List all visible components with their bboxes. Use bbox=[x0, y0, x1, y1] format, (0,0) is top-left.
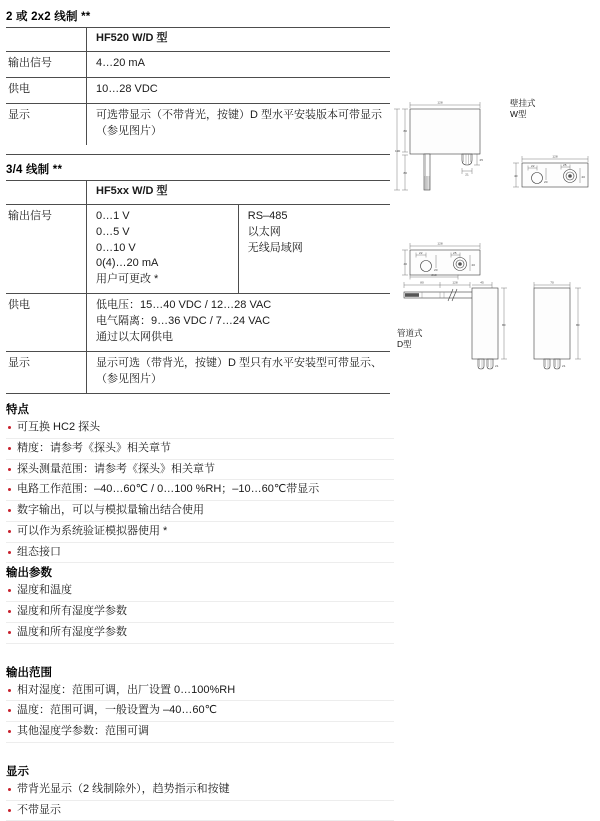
table-row bbox=[6, 77, 390, 103]
spec-column bbox=[6, 0, 390, 821]
list-item: 0…10 V bbox=[96, 241, 232, 257]
list-item: 湿度和温度 bbox=[6, 581, 394, 602]
row-value-power-2 bbox=[87, 294, 391, 352]
list-item: 可以作为系统验证模拟器使用 * bbox=[6, 522, 394, 543]
dim-duct-hole2-x: 25 bbox=[453, 251, 457, 255]
table-row bbox=[6, 28, 390, 52]
dim-hole-left-x: 22 bbox=[531, 164, 535, 168]
spacer bbox=[6, 644, 390, 657]
drawing-label-duct-mount bbox=[397, 328, 423, 351]
list-item: 不带显示 bbox=[6, 801, 394, 821]
row-value-power: 10…28 VDC bbox=[87, 77, 391, 103]
dim-gland-height: 25 bbox=[480, 158, 484, 162]
dim-insert-length: 128 bbox=[452, 281, 457, 285]
list-item: 0…5 V bbox=[96, 225, 232, 241]
duct-mount-label-line2: D型 bbox=[397, 339, 423, 350]
list-item: 低电压：15…40 VDC / 12…28 VAC bbox=[96, 298, 384, 314]
features-list bbox=[6, 418, 394, 563]
list-item: 精度：请参考《探头》相关章节 bbox=[6, 439, 394, 460]
section-title-three-four-wire: 3/4 线制 ** bbox=[6, 154, 390, 177]
dim-probe-height: 80 bbox=[404, 171, 408, 175]
duct-mount-label-line1: 管道式 bbox=[397, 328, 423, 339]
block-title-display: 显示 bbox=[6, 763, 390, 779]
dim-duct-front-height: 80 bbox=[576, 323, 580, 327]
dim-duct-hole-x: 22 bbox=[419, 251, 423, 255]
row-label-power-2: 供电 bbox=[6, 294, 87, 352]
list-item: 电气隔离：9…36 VDC / 7…24 VAC bbox=[96, 314, 384, 330]
table-row bbox=[6, 103, 390, 144]
dim-flange: 45 bbox=[480, 281, 484, 285]
model-header-two-wire: HF520 W/D 型 bbox=[87, 28, 391, 52]
output-range-list bbox=[6, 681, 394, 743]
list-item: 数字输出，可以与模拟量输出结合使用 bbox=[6, 501, 394, 522]
row-label-display-2: 显示 bbox=[6, 352, 87, 394]
row-label-display: 显示 bbox=[6, 103, 87, 144]
dim-wall-width: 128 bbox=[437, 101, 442, 105]
row-label-output-signal-2: 输出信号 bbox=[6, 204, 87, 294]
dim-duct-total: 210 bbox=[431, 273, 436, 277]
block-title-output-range: 输出范围 bbox=[6, 664, 390, 680]
wall-mount-label-line1: 壁挂式 bbox=[510, 98, 536, 109]
dim-duct-body-height: 80 bbox=[502, 323, 506, 327]
list-item: 0(4)…20 mA bbox=[96, 256, 232, 272]
row-label-output-signal: 输出信号 bbox=[6, 51, 87, 77]
list-item: 湿度和所有湿度学参数 bbox=[6, 602, 394, 623]
table-row bbox=[6, 352, 390, 394]
dim-bottom-depth: 40 bbox=[514, 174, 518, 178]
dim-gland-width: 21 bbox=[465, 173, 469, 177]
list-item: （参见图片） bbox=[96, 372, 384, 388]
list-item: 温度和所有湿度学参数 bbox=[6, 623, 394, 644]
output-signal-analog-list bbox=[87, 204, 239, 294]
dim-duct-front-gland: 21 bbox=[562, 364, 566, 368]
output-params-list bbox=[6, 581, 394, 643]
section-title-two-wire: 2 或 2x2 线制 ** bbox=[6, 8, 390, 24]
list-item: 其他湿度学参数：范围可调 bbox=[6, 722, 394, 743]
dim-probe-length: 80 bbox=[420, 281, 424, 285]
list-item: 用户可更改 * bbox=[96, 272, 232, 288]
dim-duct-top-width: 128 bbox=[437, 242, 442, 246]
dim-hole-right-x: 25 bbox=[563, 163, 567, 167]
row-value-output-signal: 4…20 mA bbox=[87, 51, 391, 77]
list-item: 探头测量范围：请参考《探头》相关章节 bbox=[6, 460, 394, 481]
list-item: 组态接口 bbox=[6, 543, 394, 564]
row-label-power: 供电 bbox=[6, 77, 87, 103]
display-text-line-1: 可选带显示（不带背光，按键）D 型水平安装版本可带显示 bbox=[96, 108, 384, 124]
dim-duct-top-depth: 40 bbox=[404, 262, 408, 266]
list-item: 相对湿度：范围可调，出厂设置 0…100%RH bbox=[6, 681, 394, 702]
technical-drawings bbox=[392, 96, 600, 396]
output-signal-digital-list bbox=[238, 204, 390, 294]
row-value-display-2 bbox=[87, 352, 391, 394]
list-item: 无线局域网 bbox=[248, 241, 384, 257]
list-item: 带背光显示（2 线制除外），趋势指示和按键 bbox=[6, 780, 394, 801]
drawing-label-wall-mount bbox=[510, 98, 536, 121]
row-value-display bbox=[87, 103, 391, 144]
block-title-features: 特点 bbox=[6, 401, 390, 417]
spacer bbox=[6, 743, 390, 756]
list-item: 温度：范围可调，一般设置为 –40…60℃ bbox=[6, 701, 394, 722]
dim-duct-gland: 21 bbox=[495, 364, 499, 368]
table-row bbox=[6, 51, 390, 77]
empty-cell bbox=[6, 28, 87, 52]
dim-duct-front-width: 70 bbox=[550, 281, 554, 285]
list-item: RS–485 bbox=[248, 209, 384, 225]
dim-total-height: 190 bbox=[395, 149, 400, 153]
list-item: 0…1 V bbox=[96, 209, 232, 225]
model-header-three-four-wire: HF5xx W/D 型 bbox=[87, 180, 391, 204]
list-item: 以太网 bbox=[248, 225, 384, 241]
table-row bbox=[6, 204, 390, 294]
dim-hole-left-y: 20 bbox=[544, 180, 548, 184]
list-item: 显示可选（带背光，按键）D 型只有水平安装型可带显示、 bbox=[96, 356, 384, 372]
spec-table-three-four-wire bbox=[6, 180, 390, 394]
list-item: 电路工作范围：–40…60℃ / 0…100 %RH；–10…60℃带显示 bbox=[6, 480, 394, 501]
dim-hole-right-y: 20 bbox=[582, 175, 586, 179]
dim-body-height: 80 bbox=[404, 129, 408, 133]
dim-duct-hole2-y: 20 bbox=[472, 263, 476, 267]
display-text-line-2: （参见图片） bbox=[96, 124, 384, 140]
drawing-wall-mount-svg bbox=[392, 96, 600, 396]
dim-bottom-width: 128 bbox=[552, 155, 557, 159]
spec-table-two-wire bbox=[6, 27, 390, 145]
list-item: 可互换 HC2 探头 bbox=[6, 418, 394, 439]
table-row bbox=[6, 180, 390, 204]
empty-cell bbox=[6, 180, 87, 204]
list-item: 通过以太网供电 bbox=[96, 330, 384, 346]
dim-duct-hole-y: 20 bbox=[434, 268, 438, 272]
display-list bbox=[6, 780, 394, 821]
table-row bbox=[6, 294, 390, 352]
wall-mount-label-line2: W型 bbox=[510, 109, 536, 120]
block-title-output-params: 输出参数 bbox=[6, 564, 390, 580]
